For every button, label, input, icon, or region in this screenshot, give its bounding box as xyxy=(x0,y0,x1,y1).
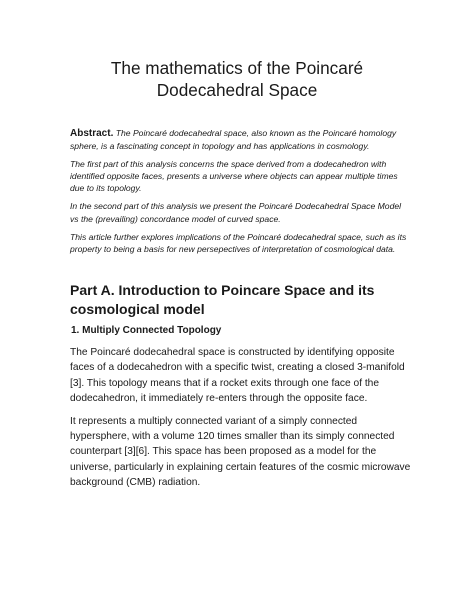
body-paragraph: It represents a multiply connected variant of a simply connected hypersphere, with a volume 120 times smaller than its simply connected counterpart [3][6]. This space has been proposed as a model for the universe, particularly in explaining certain features of the cosmic microwave background (CMB) radiation. xyxy=(70,415,411,489)
abstract-first-paragraph xyxy=(70,127,410,152)
section-1-heading: 1. Multiply Connected Topology xyxy=(71,325,222,336)
part-a-heading: Part A. Introduction to Poincare Space and its cosmological model xyxy=(70,282,375,317)
document-title: The mathematics of the Poincaré Dodecahedral Space xyxy=(110,58,364,100)
abstract-label: Abstract. xyxy=(70,128,114,139)
body-paragraph: The Poincaré dodecahedral space is constructed by identifying opposite faces of a dodecahedron with a specific twist, creating a closed 3-manifold [3]. This topology means that if a rocket exits through one face of the dodecahedron, it immediately re-enters through the opposite face. xyxy=(70,347,405,405)
abstract-first-text: The Poincaré dodecahedral space, also known as the Poincaré homology sphere, is a fascinating concept in topology and has applications in cosmology. xyxy=(70,128,397,152)
abstract-paragraph: The first part of this analysis concerns the space derived from a dodecahedron with identified opposite faces, presents a universe where objects can appear multiple times due to its topology. xyxy=(70,159,398,194)
abstract-paragraph: This article further explores implications of the Poincaré dodecahedral space, such as its property to being a basis for new persepectives of interpretation of cosmological data. xyxy=(70,231,407,254)
section-1-body xyxy=(70,345,415,498)
abstract-paragraph: In the second part of this analysis we present the Poincaré Dodecahedral Space Model vs the (prevailing) concordance model of curved space. xyxy=(70,201,402,224)
abstract-block xyxy=(70,127,410,261)
